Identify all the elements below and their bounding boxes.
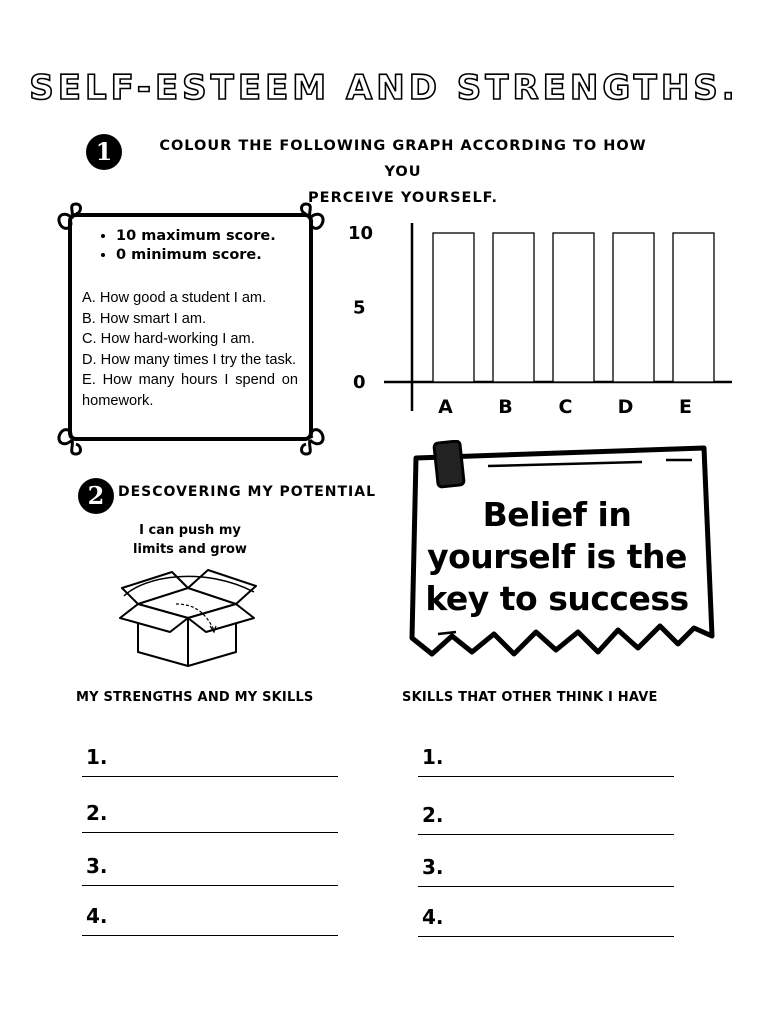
instruction-line-1: COLOUR THE FOLLOWING GRAPH ACCORDING TO HOW YOU — [159, 138, 647, 180]
box-caption-line-1: I can push my — [139, 523, 241, 538]
strength-line-1[interactable]: 1. — [82, 742, 338, 777]
bar-b[interactable] — [493, 233, 534, 382]
curl-bottom-right-2 — [302, 440, 311, 454]
question-a: A. How good a student I am. — [82, 290, 267, 306]
curl-top-left-2 — [72, 204, 81, 218]
box-caption — [120, 521, 260, 559]
x-tick-c: C — [558, 396, 573, 418]
page-title: SELF-ESTEEM AND STRENGTHS. — [29, 68, 739, 108]
instruction-line-2: PERCEIVE YOURSELF. — [308, 190, 498, 206]
x-tick-b: B — [498, 396, 513, 418]
bar-d[interactable] — [613, 233, 654, 382]
bar-c[interactable] — [553, 233, 594, 382]
x-tick-d: D — [617, 396, 634, 418]
quote-line-3: key to success — [425, 579, 689, 618]
strength-line-3[interactable]: 3. — [82, 851, 338, 886]
others-line-3[interactable]: 3. — [418, 852, 674, 887]
section-2-heading: DESCOVERING MY POTENTIAL — [118, 484, 376, 500]
rule-min: • 0 minimum score. — [116, 247, 276, 263]
y-tick-0: 0 — [353, 372, 366, 393]
section-1-number: 1 — [86, 134, 122, 170]
box-caption-line-2: limits and grow — [133, 542, 247, 557]
score-bar-chart — [340, 215, 740, 420]
section-2-number: 2 — [78, 478, 114, 514]
curl-top-right-2 — [302, 204, 311, 218]
quote-line-1: Belief in — [482, 495, 632, 534]
tape-icon — [434, 441, 464, 487]
curl-bottom-left-2 — [72, 440, 81, 454]
y-tick-10: 10 — [348, 223, 374, 244]
strengths-heading: MY STRENGTHS AND MY SKILLS — [76, 690, 314, 705]
bar-a[interactable] — [433, 233, 474, 382]
x-tick-a: A — [438, 396, 453, 418]
x-tick-e: E — [679, 396, 692, 418]
score-rules — [96, 228, 276, 266]
quote-text — [412, 494, 702, 620]
bar-e[interactable] — [673, 233, 714, 382]
others-line-2[interactable]: 2. — [418, 800, 674, 835]
others-line-4[interactable]: 4. — [418, 902, 674, 937]
curl-bottom-left — [59, 430, 72, 444]
open-box-icon — [116, 566, 262, 670]
strength-line-2[interactable]: 2. — [82, 798, 338, 833]
others-line-1[interactable]: 1. — [418, 742, 674, 777]
curl-top-left — [59, 214, 72, 228]
question-d: D. How many times I try the task. — [82, 351, 297, 368]
curl-bottom-right — [310, 430, 323, 444]
quote-line-2: yourself is the — [427, 537, 687, 576]
question-list — [82, 288, 298, 411]
question-c: C. How hard-working I am. — [82, 331, 255, 347]
curl-top-right — [310, 214, 323, 228]
y-tick-5: 5 — [353, 297, 366, 319]
question-b: B. How smart I am. — [82, 310, 207, 327]
question-e: E. How many hours I spend on homework. — [82, 372, 298, 409]
rule-max: • 10 maximum score. — [116, 228, 276, 244]
others-skills-heading: SKILLS THAT OTHER THINK I HAVE — [402, 690, 658, 705]
strength-line-4[interactable]: 4. — [82, 901, 338, 936]
